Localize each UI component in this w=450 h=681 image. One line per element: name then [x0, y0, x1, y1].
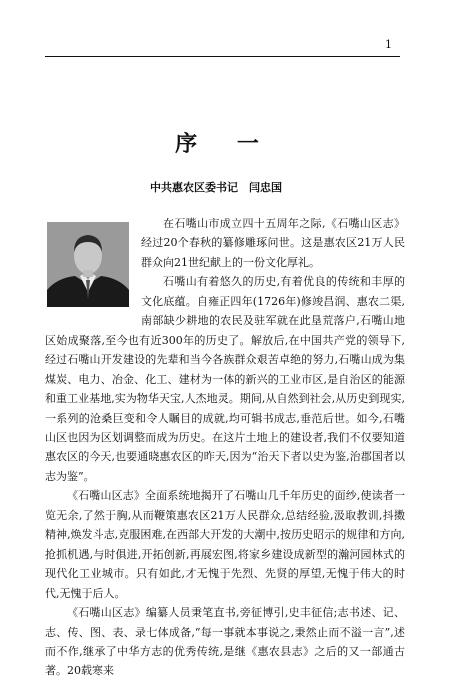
preface-body: [45, 214, 405, 681]
paragraph-3: 《石嘴山区志》全面系统地揭开了石嘴山几千年历史的面纱,使读者一览无余,了然于胸,从而鞭策惠农区21万人民群众,总结经验,汲取教训,抖擞精神,焕发斗志,克服困难,在西部大开发的大潮中,按历史昭示的规律和方向,抢抓机遇,与时俱进,开拓创新,再展宏图,将家乡建设成新型的瀚河园林式的现代化工业城市。只有如此,才无愧于先烈、先贤的厚望,无愧于伟大的时代,无愧于后人。: [45, 489, 405, 600]
paragraph-2: 石嘴山有着悠久的历史,有着优良的传统和丰厚的文化底蕴。自雍正四年(1726年)修竣昌润、惠农二渠,南部缺少耕地的农民及驻军就在此垦荒落户,石嘴山地区始成聚落,至今也有近300年的历史了。解放后,在中国共产党的领导下,经过石嘴山开发建设的先辈和当今各族群众艰苦卓绝的努力,石嘴山成为集煤炭、电力、冶金、化工、建材为一体的新兴的工业市区,是自治区的能源和重工业基地,实为物华天宝,人杰地灵。期间,从自然到社会,从历史到现实,一系列的沧桑巨变和令人瞩目的成就,均可辑书成志,垂范后世。如今,石嘴山区也因为区划调整而成为历史。在这片土地上的建设者,我们不仅要知道惠农区的今天,也要通晓惠农区的昨天,因为“治天下者以史为鉴,治郡国者以志为鉴”。: [45, 275, 405, 483]
page-title: 序 一: [175, 132, 275, 157]
header-rule: [45, 56, 400, 57]
page-number: 1: [385, 38, 392, 51]
paragraph-4: 《石嘴山区志》编纂人员秉笔直书,旁征博引,史丰征信;志书述、记、志、传、图、表、录七体成备,“每一事就本事说之,秉然止而不溢一言”,述而不作,继承了中华方志的优秀传统,是继《惠农县志》之后的又一部通古著。20载寒来: [45, 606, 405, 678]
paragraph-1: 在石嘴山市成立四十五周年之际,《石嘴山区志》经过20个春秋的纂修雕琢问世。这是惠农区21万人民群众向21世纪献上的一份文化厚礼。: [141, 217, 405, 269]
author-line: 中共惠农区委书记 闫忠国: [150, 181, 282, 194]
photo-spacer: [45, 214, 141, 314]
